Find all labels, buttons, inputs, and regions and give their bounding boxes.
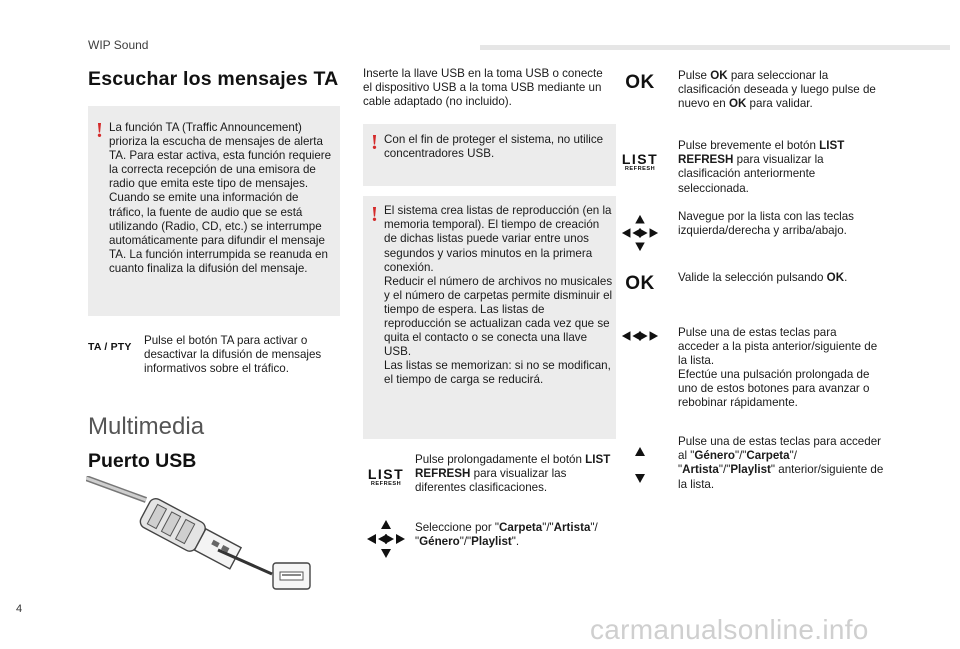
- playlist-note-box: [363, 196, 616, 439]
- watermark: carmanualsonline.info: [590, 614, 869, 645]
- column-right: [620, 66, 900, 492]
- list-refresh-button-icon: LIST REFRESH: [621, 151, 659, 173]
- usb-intro-text: Inserte la llave USB en la toma USB o conecte el dispositivo USB a la toma USB mediante un cable adaptado (no incluido).: [363, 67, 603, 109]
- playlist-note-text-1: El sistema crea listas de reproducción (en la memoria temporal). El tiempo de creación de dichas listas puede variar entre unos segundos y varios minutos en la primera conexión.: [384, 204, 612, 274]
- chapter-title: Multimedia: [88, 413, 205, 441]
- playlist-note-text-2: Reducir el número de archivos no musicales y el número de carpetas permite disminuir el tiempo de espera. Las listas de reproducción se actualizan cada vez que se quita el contacto o se conecta una llave USB.: [384, 274, 613, 359]
- header-rule: [480, 45, 950, 50]
- track-text: Pulse una de estas teclas para acceder a la pista anterior/siguiente de la lista.: [678, 325, 878, 367]
- track-text-block: [678, 326, 878, 411]
- subsection-title: Puerto USB: [88, 450, 197, 473]
- warning-exclamation-icon: !: [371, 202, 378, 227]
- list-refresh-button-icon: LIST REFRESH: [367, 466, 405, 488]
- column-middle: [363, 67, 616, 560]
- select-category-row: [363, 518, 616, 560]
- section-header-label: WIP Sound: [88, 38, 149, 52]
- long-press-text: Pulse prolongadamente el botón LIST REFRESH para visualizar las diferentes clasificaciones.: [415, 453, 611, 495]
- short-press-row: [620, 139, 900, 195]
- ok-button-icon: OK: [625, 72, 655, 93]
- page-number: 4: [16, 603, 23, 615]
- navigate-text: Navegue por la lista con las teclas izquierda/derecha y arriba/abajo.: [678, 209, 854, 237]
- warning-exclamation-icon: !: [96, 118, 103, 142]
- ta-note-box: [88, 106, 340, 316]
- track-row: [620, 326, 900, 411]
- column-left: [88, 68, 340, 473]
- four-way-arrows-icon: [620, 212, 660, 254]
- left-right-arrows-icon: [620, 326, 660, 343]
- genre-text: Pulse una de estas teclas para acceder al "Género"/"Carpeta"/ "Artista"/"Playlist" anterior/siguiente de la lista.: [678, 435, 884, 491]
- ta-button-row: [88, 334, 340, 376]
- ok-select-row: [620, 66, 900, 111]
- ta-button-text: Pulse el botón TA para activar o desactivar la difusión de mensajes informativos sobre el tráfico.: [144, 334, 322, 376]
- long-press-row: [363, 453, 616, 495]
- section-title: Escuchar los mensajes TA: [88, 68, 339, 90]
- playlist-note-text-3: Las listas se memorizan: si no se modifican, el tiempo de carga se reducirá.: [384, 359, 611, 387]
- navigate-row: [620, 209, 900, 254]
- genre-row: [620, 435, 900, 491]
- short-press-text: Pulse brevemente el botón LIST REFRESH para visualizar la clasificación anteriormente seleccionada.: [678, 139, 845, 195]
- usb-stick-illustration: [86, 476, 316, 606]
- usb-hub-note-box: [363, 124, 616, 186]
- four-way-arrows-icon: [363, 518, 409, 560]
- ok-select-text: Pulse OK para seleccionar la clasificación deseada y luego pulse de nuevo en OK para validar.: [678, 69, 876, 111]
- ok-button-icon: OK: [625, 272, 655, 294]
- warning-exclamation-icon: !: [371, 130, 378, 155]
- ta-pty-button-icon: TA / PTY: [88, 341, 132, 353]
- up-down-arrows-icon: [620, 435, 660, 485]
- track-long-text: Efectúe una pulsación prolongada de uno de estos botones para avanzar o rebobinar rápidamente.: [678, 367, 870, 410]
- usb-hub-note-text: Con el fin de proteger el sistema, no utilice concentradores USB.: [384, 133, 604, 161]
- ta-note-text: La función TA (Traffic Announcement) prioriza la escucha de mensajes de alerta TA. Para estar activa, esta función requiere la correcta recepción de una emisora de radio que emita este tipo de mensajes. Cuando se emite una información de tráfico, la fuente de audio que se está utilizando (Radio, CD, etc.) se interrumpe automáticamente para difundir el mensaje TA. La función interrumpida se reanuda en cuanto finaliza la difusión del mensaje.: [109, 121, 332, 275]
- select-category-text: Seleccione por "Carpeta"/"Artista"/ "Género"/"Playlist".: [415, 520, 598, 548]
- validate-text: Valide la selección pulsando OK.: [678, 270, 848, 284]
- validate-row: [620, 271, 900, 295]
